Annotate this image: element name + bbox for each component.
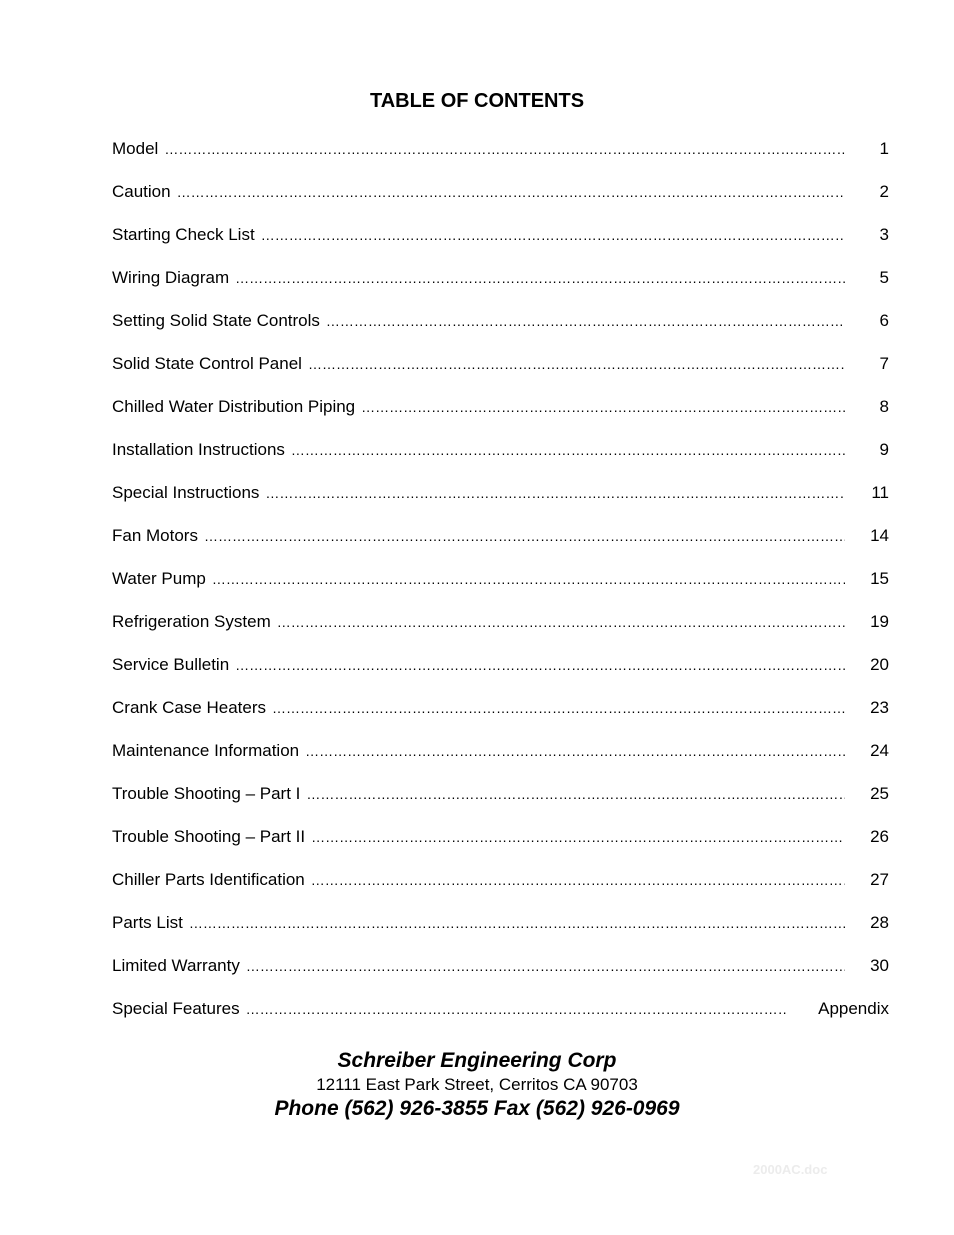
toc-leader-dots — [272, 700, 845, 716]
toc-entry — [112, 569, 889, 612]
document-filename: 2000AC.doc — [753, 1162, 828, 1177]
toc-entry — [112, 526, 889, 569]
toc-entry-label: Setting Solid State Controls — [112, 311, 320, 330]
toc-entry-page: 11 — [871, 483, 889, 502]
toc-entry — [112, 913, 889, 956]
toc-leader-dots — [311, 872, 845, 888]
toc-entry-page: 14 — [870, 526, 889, 545]
toc-entry-label: Chilled Water Distribution Piping — [112, 397, 356, 416]
toc-entry — [112, 354, 889, 397]
toc-entry-page: 7 — [879, 354, 889, 373]
footer — [0, 1048, 954, 1122]
toc-entry — [112, 268, 889, 311]
toc-entry — [112, 741, 889, 784]
company-phone-fax: Phone (562) 926-3855 Fax (562) 926-0969 — [274, 1097, 680, 1120]
toc-leader-dots — [177, 184, 845, 200]
toc-leader-dots — [235, 270, 845, 286]
company-name: Schreiber Engineering Corp — [337, 1049, 617, 1072]
toc-entry — [112, 827, 889, 870]
company-address: 12111 East Park Street, Cerritos CA 90703 — [316, 1075, 638, 1094]
toc-leader-dots — [246, 1001, 786, 1017]
toc-entry — [112, 483, 889, 526]
toc-entry-label: Chiller Parts Identification — [112, 870, 305, 889]
page-title: TABLE OF CONTENTS — [369, 90, 585, 112]
toc-leader-dots — [326, 313, 845, 329]
toc-entry-label: Model — [112, 139, 159, 158]
toc-entry-page: 19 — [870, 612, 889, 631]
toc-entry-page: 27 — [870, 870, 889, 889]
toc-leader-dots — [246, 958, 845, 974]
toc-leader-dots — [306, 786, 845, 802]
toc-entry-label: Refrigeration System — [112, 612, 271, 631]
toc-leader-dots — [265, 485, 845, 501]
toc-leader-dots — [291, 442, 845, 458]
toc-entry-label: Maintenance Information — [112, 741, 300, 760]
toc-entry-page: 20 — [870, 655, 889, 674]
toc-entry-label: Water Pump — [112, 569, 206, 588]
toc-entry — [112, 870, 889, 913]
toc-entry-label: Starting Check List — [112, 225, 255, 244]
toc-entry-page: 28 — [870, 913, 889, 932]
toc-entry-label: Wiring Diagram — [112, 268, 230, 287]
toc-entry — [112, 698, 889, 741]
toc-entry — [112, 999, 889, 1042]
toc-entry-page: 9 — [879, 440, 889, 459]
toc-entry — [112, 956, 889, 999]
toc-entry-label: Crank Case Heaters — [112, 698, 267, 717]
toc-entry-page: 30 — [870, 956, 889, 975]
table-of-contents — [112, 139, 889, 1042]
toc-entry-page: 2 — [879, 182, 889, 201]
toc-entry-label: Special Features — [112, 999, 240, 1018]
toc-leader-dots — [361, 399, 845, 415]
toc-entry-page: 25 — [870, 784, 889, 803]
toc-leader-dots — [189, 915, 845, 931]
toc-entry-label: Installation Instructions — [112, 440, 285, 459]
toc-leader-dots — [311, 829, 845, 845]
toc-leader-dots — [261, 227, 845, 243]
toc-leader-dots — [164, 141, 845, 157]
toc-leader-dots — [235, 657, 845, 673]
toc-entry-label: Service Bulletin — [112, 655, 230, 674]
toc-entry-page: 8 — [879, 397, 889, 416]
toc-leader-dots — [308, 356, 845, 372]
toc-entry-label: Trouble Shooting – Part I — [112, 784, 301, 803]
toc-entry — [112, 225, 889, 268]
toc-entry-label: Fan Motors — [112, 526, 198, 545]
toc-entry-page: Appendix — [818, 999, 889, 1018]
toc-entry-page: 5 — [879, 268, 889, 287]
toc-entry-label: Limited Warranty — [112, 956, 240, 975]
toc-entry-label: Parts List — [112, 913, 183, 932]
toc-entry-page: 24 — [870, 741, 889, 760]
toc-leader-dots — [277, 614, 845, 630]
toc-entry-page: 1 — [879, 139, 889, 158]
toc-entry-label: Caution — [112, 182, 171, 201]
toc-entry-label: Solid State Control Panel — [112, 354, 302, 373]
toc-entry — [112, 655, 889, 698]
toc-entry-page: 26 — [870, 827, 889, 846]
toc-entry-page: 6 — [879, 311, 889, 330]
toc-entry-label: Special Instructions — [112, 483, 260, 502]
toc-leader-dots — [212, 571, 845, 587]
toc-leader-dots — [204, 528, 845, 544]
toc-leader-dots — [305, 743, 845, 759]
toc-entry — [112, 784, 889, 827]
toc-entry — [112, 139, 889, 182]
toc-entry-page: 23 — [870, 698, 889, 717]
toc-entry — [112, 612, 889, 655]
toc-entry-page: 3 — [879, 225, 889, 244]
toc-entry — [112, 311, 889, 354]
toc-entry — [112, 440, 889, 483]
toc-entry — [112, 182, 889, 225]
toc-entry-page: 15 — [870, 569, 889, 588]
toc-entry — [112, 397, 889, 440]
toc-entry-label: Trouble Shooting – Part II — [112, 827, 306, 846]
